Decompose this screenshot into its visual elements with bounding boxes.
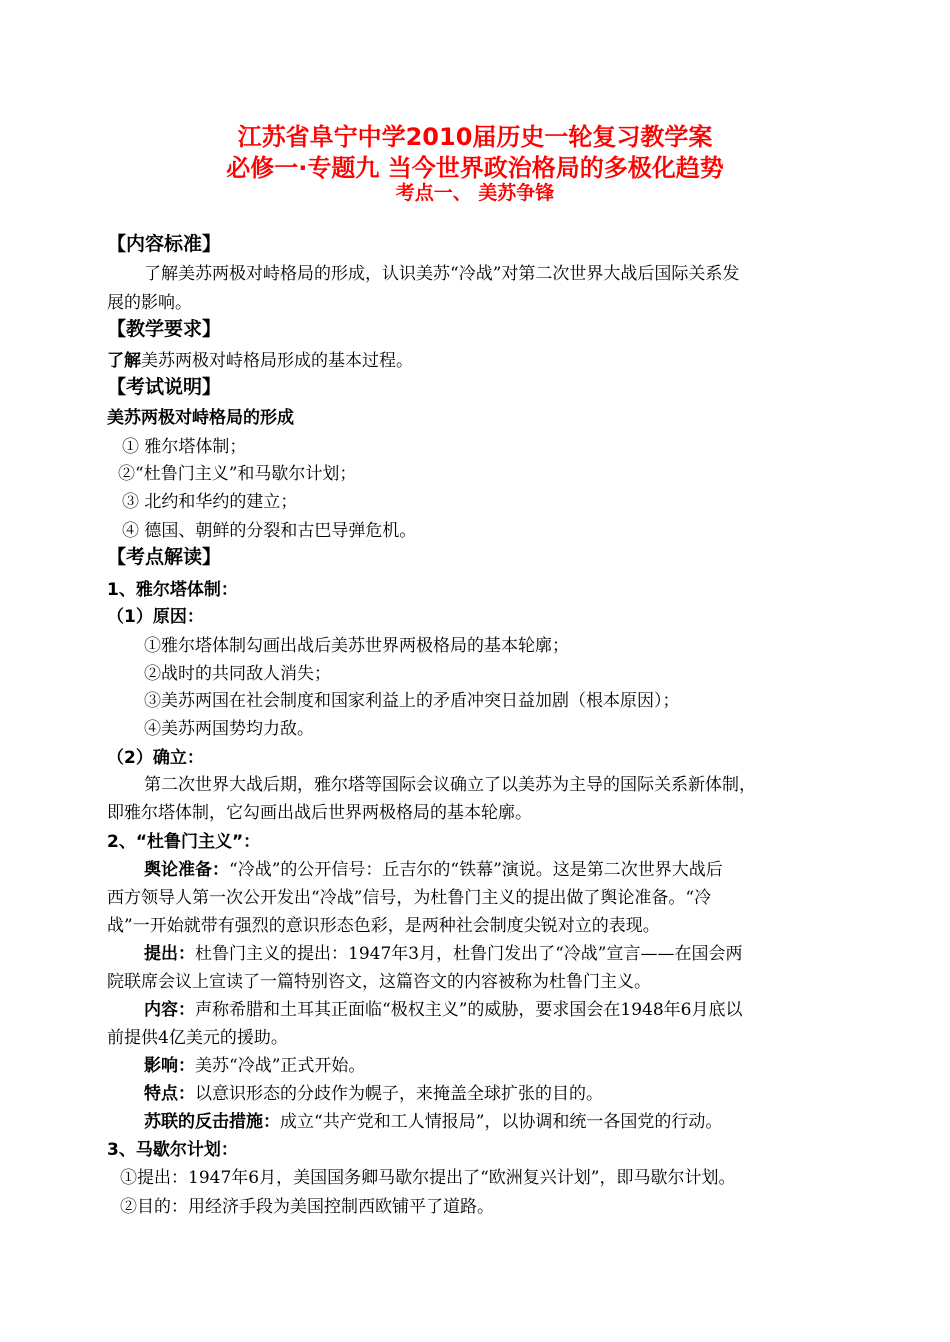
point-2-counter [144,1111,722,1133]
point-2-content-text: 声称希腊和土耳其正面临“极权主义”的威胁，要求国会在1948年6月底以 [195,1000,743,1020]
point-1-reason-3: ③美苏两国在社会制度和国家利益上的矛盾冲突日益加剧（根本原因）； [144,691,680,711]
content-standard-line-2: 展的影响。 [107,293,192,313]
point-2-content-line-2: 前提供4亿美元的援助。 [107,1028,288,1048]
section-title: 考点一、 美苏争锋 [395,182,555,204]
exam-item-2: ②“杜鲁门主义”和马歇尔计划； [118,464,357,484]
point-2-opinion-line-3: 战”一开始就带有强烈的意识形态色彩，是两种社会制度尖锐对立的表现。 [107,916,660,936]
teaching-requirement [107,350,413,372]
document-title: 江苏省阜宁中学2010届历史一轮复习教学案 [237,123,713,151]
point-1-establish-line-1: 第二次世界大战后期，雅尔塔等国际会议确立了以美苏为主导的国际关系新体制， [144,775,756,795]
point-2-counter-text: 成立“共产党和工人情报局”，以协调和统一各国党的行动。 [280,1112,723,1132]
point-1-establish-line-2: 即雅尔塔体制，它勾画出战后世界两极格局的基本轮廓。 [107,803,532,823]
point-1-title: 1、雅尔塔体制： [107,580,238,600]
point-1-reason-1: ①雅尔塔体制勾画出战后美苏世界两极格局的基本轮廓； [144,636,569,656]
point-2-propose-label: 提出： [144,944,195,964]
heading-content-standard: 【内容标准】 [107,233,222,255]
teaching-requirement-lead: 了解 [107,351,141,371]
exam-item-3: ③ 北约和华约的建立； [122,492,298,512]
point-2-feature-text: 以意识形态的分歧作为幌子，来掩盖全球扩张的目的。 [195,1084,603,1104]
point-2-content-label: 内容： [144,1000,195,1020]
point-2-propose-text: 杜鲁门主义的提出：1947年3月，杜鲁门发出了“冷战”宣言——在国会两 [195,944,743,964]
teaching-requirement-text: 美苏两极对峙格局形成的基本过程。 [141,351,413,371]
point-2-counter-label: 苏联的反击措施： [144,1112,280,1132]
point-2-feature-label: 特点： [144,1084,195,1104]
heading-exam-description: 【考试说明】 [107,376,222,398]
point-3-item-2: ②目的：用经济手段为美国控制西欧铺平了道路。 [120,1197,494,1217]
content-standard-line-1: 了解美苏两极对峙格局的形成，认识美苏“冷战”对第二次世界大战后国际关系发 [144,264,740,284]
point-2-opinion-line-2: 西方领导人第一次公开发出“冷战”信号，为杜鲁门主义的提出做了舆论准备。“冷 [107,888,712,908]
heading-teaching-requirements: 【教学要求】 [107,318,222,340]
point-1-reason-4: ④美苏两国势均力敌。 [144,719,314,739]
exam-item-4: ④ 德国、朝鲜的分裂和古巴导弹危机。 [122,521,417,541]
point-2-propose-line-2: 院联席会议上宣读了一篇特别咨文，这篇咨文的内容被称为杜鲁门主义。 [107,972,651,992]
point-1-reason-label: （1）原因： [107,607,204,627]
point-3-item-1: ①提出：1947年6月，美国国务卿马歇尔提出了“欧洲复兴计划”，即马歇尔计划。 [120,1168,736,1188]
exam-item-1: ① 雅尔塔体制； [122,437,247,457]
point-2-impact-text: 美苏“冷战”正式开始。 [195,1056,366,1076]
document-subtitle: 必修一·专题九 当今世界政治格局的多极化趋势 [226,154,724,182]
point-2-opinion-line-1 [144,859,723,881]
heading-points: 【考点解读】 [107,546,222,568]
point-2-feature [144,1083,603,1105]
point-2-impact [144,1055,365,1077]
point-2-content-line-1 [144,999,742,1021]
point-2-opinion-label: 舆论准备： [144,860,229,880]
exam-subheading: 美苏两极对峙格局的形成 [107,408,294,428]
point-2-opinion-text: “冷战”的公开信号：丘吉尔的“铁幕”演说。这是第二次世界大战后 [229,860,723,880]
point-2-impact-label: 影响： [144,1056,195,1076]
point-1-reason-2: ②战时的共同敌人消失； [144,664,331,684]
point-2-propose-line-1 [144,943,742,965]
point-3-title: 3、马歇尔计划： [107,1140,238,1160]
point-2-title: 2、“杜鲁门主义”： [107,832,261,852]
point-1-establish-label: （2）确立： [107,748,204,768]
